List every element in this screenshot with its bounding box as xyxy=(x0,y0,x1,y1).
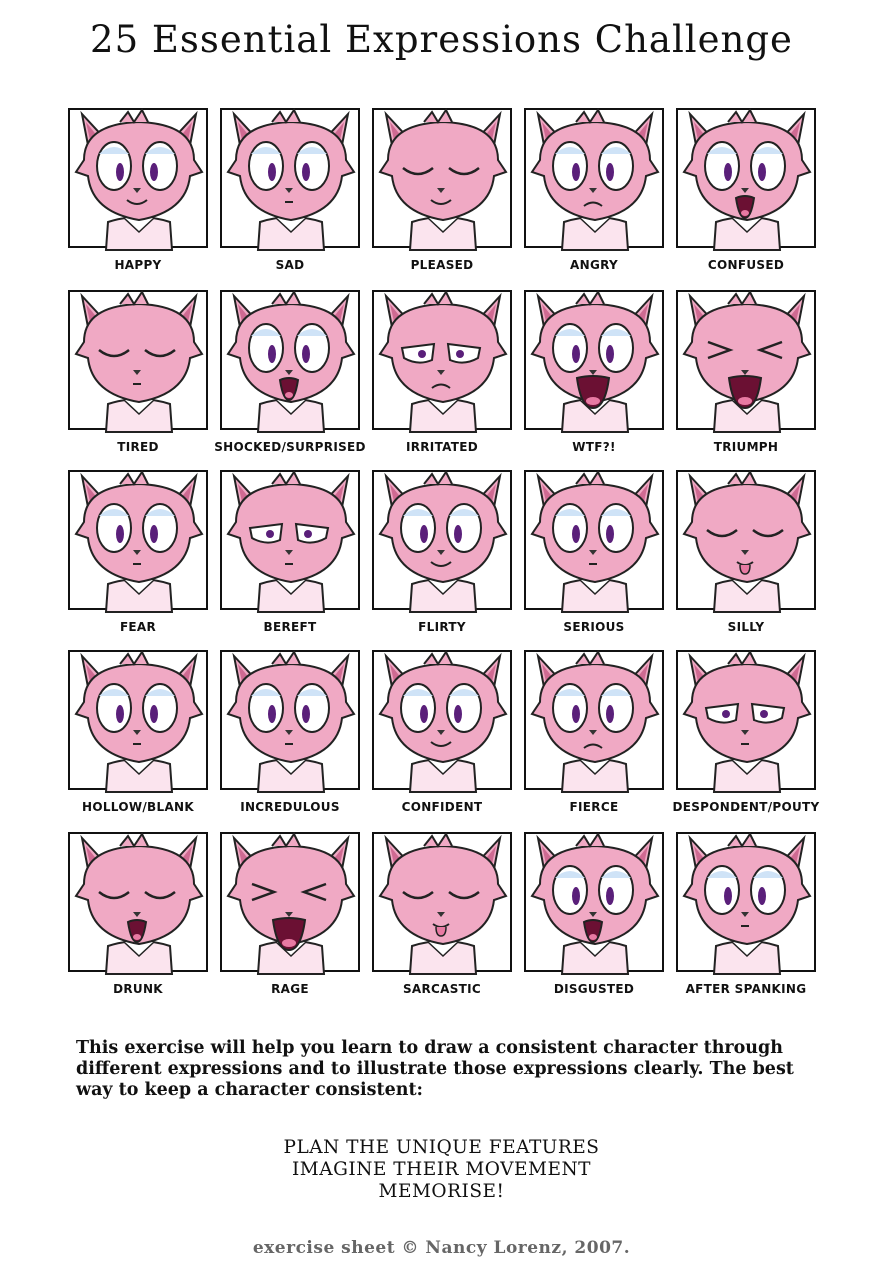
expression-label: SAD xyxy=(275,258,305,272)
expression-panel xyxy=(676,290,816,454)
cat-character-drawing xyxy=(366,462,520,612)
expression-panel xyxy=(676,470,816,634)
panel-frame xyxy=(220,108,360,248)
panel-frame xyxy=(220,470,360,610)
cat-character-drawing xyxy=(518,824,672,974)
cat-character-drawing xyxy=(62,282,216,432)
expression-panel xyxy=(220,650,360,814)
expression-panel xyxy=(676,832,816,996)
page-title: 25 Essential Expressions Challenge xyxy=(90,18,793,61)
panel-frame xyxy=(524,470,664,610)
cat-character-drawing xyxy=(518,642,672,792)
panel-frame xyxy=(524,290,664,430)
expression-panel xyxy=(372,290,512,454)
panel-frame xyxy=(676,290,816,430)
cat-character-drawing xyxy=(670,100,824,250)
expression-label: WTF?! xyxy=(572,440,616,454)
expression-label: DESPONDENT/POUTY xyxy=(672,800,820,814)
cat-character-drawing xyxy=(670,824,824,974)
panel-frame xyxy=(68,470,208,610)
expression-label: BEREFT xyxy=(263,620,317,634)
panel-frame xyxy=(372,108,512,248)
expression-panel xyxy=(524,290,664,454)
panel-frame xyxy=(676,832,816,972)
steps-list xyxy=(0,1137,883,1203)
panel-frame xyxy=(372,832,512,972)
expression-panel xyxy=(214,290,366,454)
expression-label: INCREDULOUS xyxy=(240,800,340,814)
panel-frame xyxy=(676,108,816,248)
expression-label: CONFUSED xyxy=(707,258,785,272)
panel-frame xyxy=(372,290,512,430)
panel-frame xyxy=(676,650,816,790)
cat-character-drawing xyxy=(366,282,520,432)
expression-panel xyxy=(372,108,512,272)
expression-label: IRRITATED xyxy=(405,440,479,454)
expression-panel xyxy=(372,832,512,996)
expression-panel xyxy=(524,832,664,996)
expression-label: SARCASTIC xyxy=(402,982,482,996)
panel-frame xyxy=(68,290,208,430)
panel-frame xyxy=(676,470,816,610)
expression-label: FLIRTY xyxy=(418,620,466,634)
cat-character-drawing xyxy=(214,282,368,432)
expression-panel xyxy=(220,108,360,272)
cat-character-drawing xyxy=(366,642,520,792)
expression-panel xyxy=(220,470,360,634)
cat-character-drawing xyxy=(62,824,216,974)
step-3: MEMORISE! xyxy=(378,1181,505,1202)
panel-frame xyxy=(220,832,360,972)
cat-character-drawing xyxy=(214,642,368,792)
cat-character-drawing xyxy=(366,824,520,974)
panel-frame xyxy=(68,832,208,972)
expression-panel xyxy=(672,650,820,814)
expression-panel xyxy=(676,108,816,272)
expression-label: FIERCE xyxy=(569,800,619,814)
panel-frame xyxy=(524,650,664,790)
exercise-description: This exercise will help you learn to draw a consistent character through different expressions and to illustrate those expressions clearly. The best way to keep a character consistent: xyxy=(76,1038,794,1100)
expression-panel xyxy=(372,470,512,634)
expression-label: TIRED xyxy=(117,440,159,454)
expression-label: DISGUSTED xyxy=(553,982,635,996)
step-2: IMAGINE THEIR MOVEMENT xyxy=(292,1159,591,1180)
panel-frame xyxy=(524,832,664,972)
expression-panel xyxy=(220,832,360,996)
panel-frame xyxy=(220,290,360,430)
expression-label: DRUNK xyxy=(113,982,163,996)
expression-label: ANGRY xyxy=(570,258,618,272)
cat-character-drawing xyxy=(518,462,672,612)
panel-frame xyxy=(372,650,512,790)
expression-panel xyxy=(524,470,664,634)
expression-panel xyxy=(372,650,512,814)
cat-character-drawing xyxy=(366,100,520,250)
expression-panel xyxy=(524,650,664,814)
expression-label: HAPPY xyxy=(114,258,162,272)
expression-label: CONFIDENT xyxy=(401,800,483,814)
credit-line: exercise sheet © Nancy Lorenz, 2007. xyxy=(252,1238,631,1258)
expression-label: HOLLOW/BLANK xyxy=(82,800,194,814)
expression-label: PLEASED xyxy=(410,258,474,272)
expression-label: SHOCKED/SURPRISED xyxy=(214,440,366,454)
expression-label: RAGE xyxy=(271,982,309,996)
expression-panel xyxy=(68,108,208,272)
cat-character-drawing xyxy=(62,100,216,250)
expression-panel xyxy=(68,650,208,814)
panel-frame xyxy=(68,650,208,790)
expression-panel xyxy=(524,108,664,272)
cat-character-drawing xyxy=(670,642,824,792)
cat-character-drawing xyxy=(62,462,216,612)
expression-label: SERIOUS xyxy=(563,620,625,634)
cat-character-drawing xyxy=(670,462,824,612)
cat-character-drawing xyxy=(518,100,672,250)
step-1: PLAN THE UNIQUE FEATURES xyxy=(283,1137,600,1158)
cat-character-drawing xyxy=(62,642,216,792)
expression-label: AFTER SPANKING xyxy=(685,982,807,996)
panel-frame xyxy=(220,650,360,790)
cat-character-drawing xyxy=(670,282,824,432)
cat-character-drawing xyxy=(214,100,368,250)
expression-label: FEAR xyxy=(119,620,157,634)
expression-panel xyxy=(68,470,208,634)
cat-character-drawing xyxy=(214,824,368,974)
cat-character-drawing xyxy=(214,462,368,612)
panel-frame xyxy=(524,108,664,248)
expression-label: TRIUMPH xyxy=(713,440,779,454)
cat-character-drawing xyxy=(518,282,672,432)
expression-panel xyxy=(68,290,208,454)
panel-frame xyxy=(68,108,208,248)
panel-frame xyxy=(372,470,512,610)
expression-panel xyxy=(68,832,208,996)
expression-label: SILLY xyxy=(727,620,765,634)
